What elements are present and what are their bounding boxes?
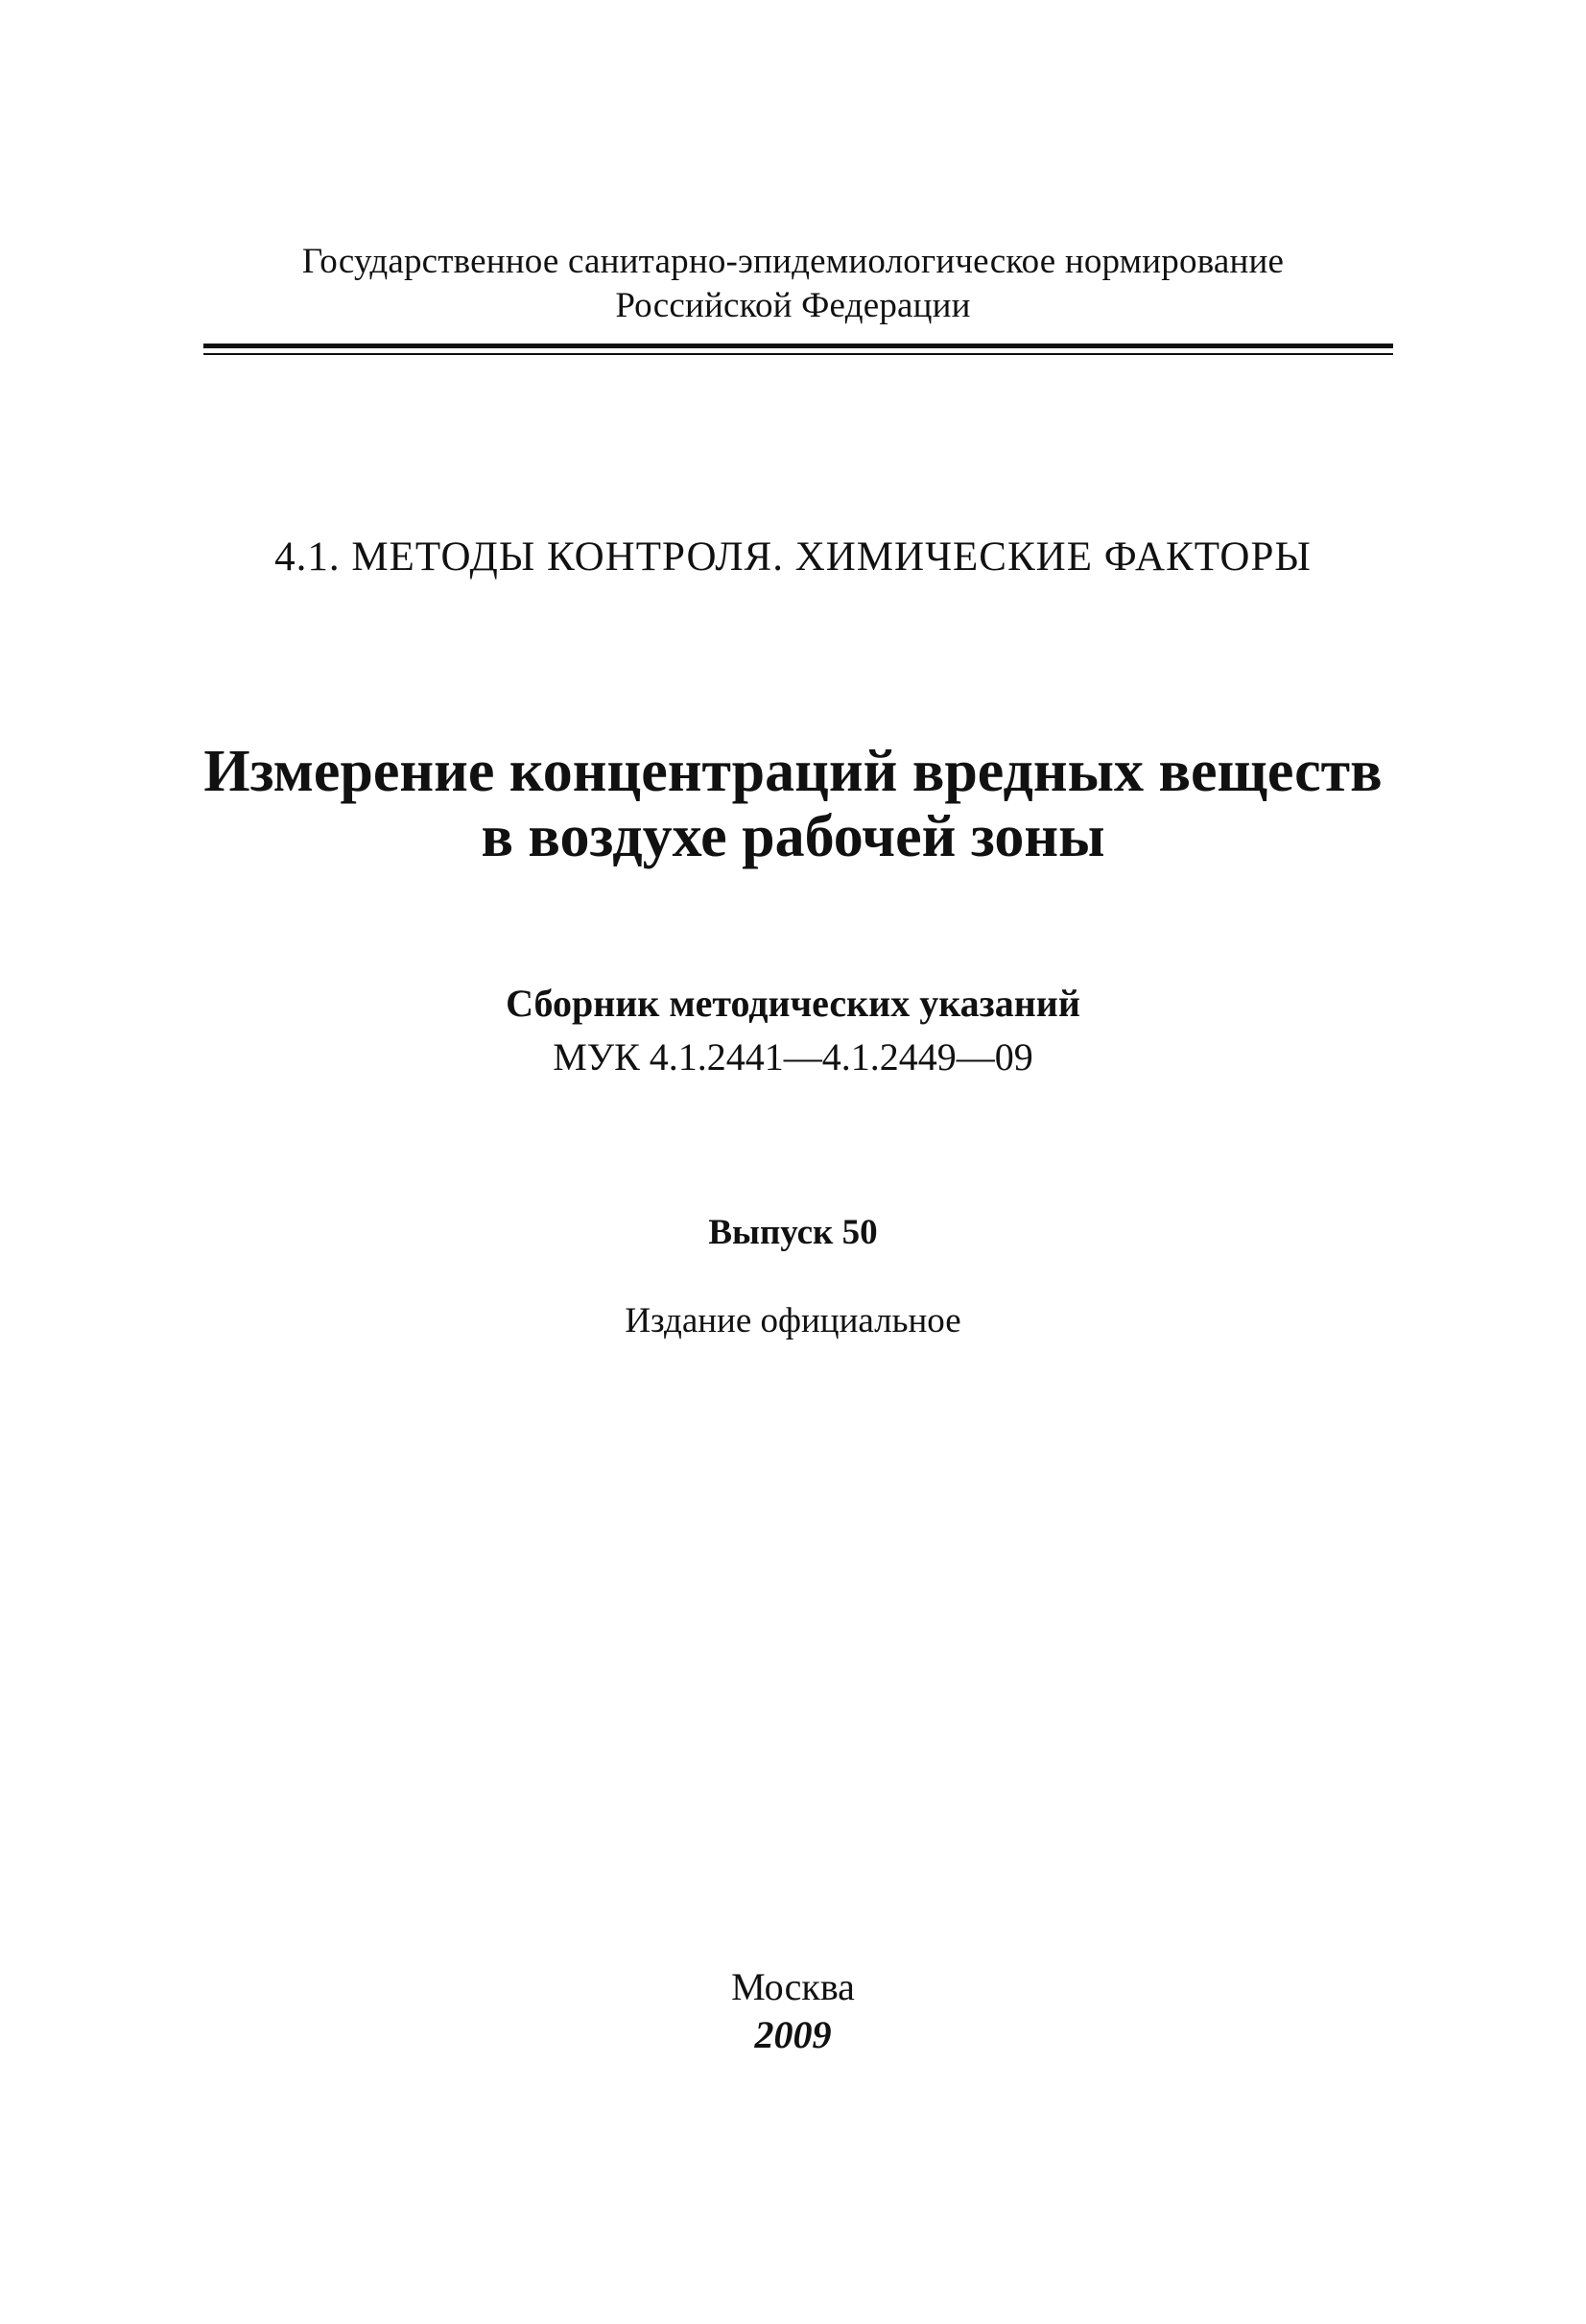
collection-code: МУК 4.1.2441—4.1.2449—09 [553,1035,1033,1079]
header-rule-thick [203,344,1393,348]
authority-line-1: Государственное санитарно-эпидемиологическое нормирование [301,242,1285,281]
collection-name: Сборник методических указаний [506,982,1080,1025]
edition-note: Издание официальное [625,1301,961,1340]
imprint-city: Москва [731,1965,855,2008]
authority-line-2: Российской Федерации [615,286,971,325]
title-line-1: Измерение концентраций вредных веществ [203,739,1383,804]
collection-info [0,977,1586,1084]
title-line-2: в воздухе рабочей зоны [481,804,1105,869]
document-title [0,739,1586,869]
issue-number: Выпуск 50 [708,1213,878,1252]
issuing-authority [0,240,1586,328]
series-heading: 4.1. МЕТОДЫ КОНТРОЛЯ. ХИМИЧЕСКИЕ ФАКТОРЫ [274,534,1312,580]
imprint-year: 2009 [754,2013,832,2056]
header-rule-thin [203,353,1393,355]
